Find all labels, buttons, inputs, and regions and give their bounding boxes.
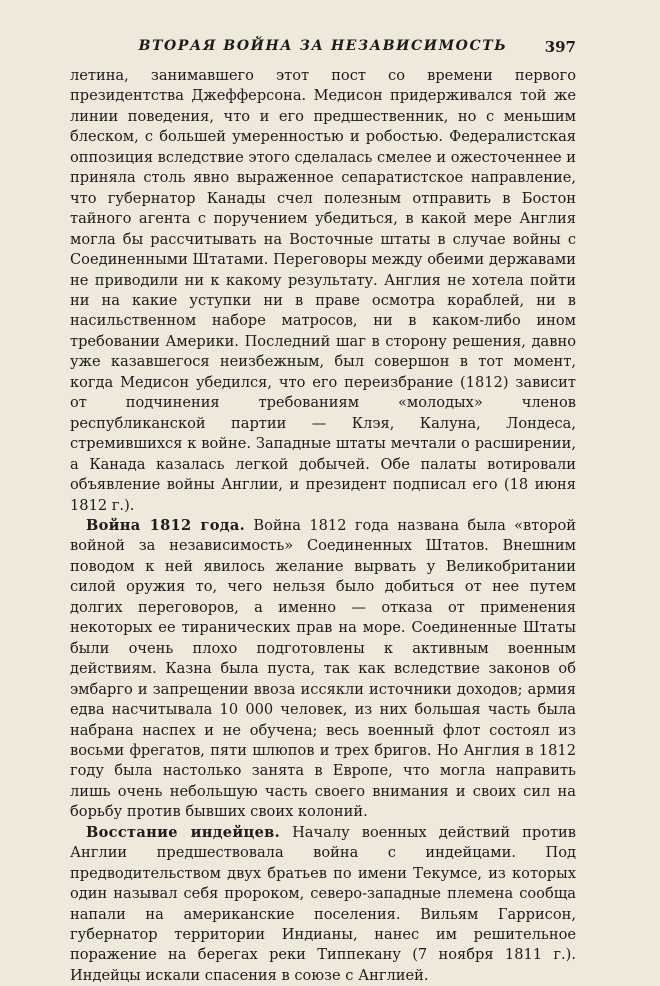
section-heading: Восстание индейцев.	[86, 823, 280, 841]
paragraph	[70, 823, 576, 986]
running-title: ВТОРАЯ ВОЙНА ЗА НЕЗАВИСИМОСТЬ	[138, 38, 508, 54]
paragraph-text: летина, занимавшего этот пост со времени первого президентства Джефферсона. Медисон придерживался той же линии поведения, что и его предшественник, но с меньшим блеском, с большей умеренностью и робостью. Федералистская оппозиция вследствие этого сделалась смелее и ожесточеннее и приняла столь явно выраженное сепаратистское направление, что губернатор Канады счел полезным отправить в Бостон тайного агента с поручением убедиться, в какой мере Англия могла бы рассчитывать на Восточные штаты в случае войны с Соединенными Штатами. Переговоры между обеими державами не приводили ни к какому результату. Англия не хотела пойти ни на какие уступки ни в праве осмотра кораблей, ни в насильственном наборе матросов, ни в каком-либо ином требовании Америки. Последний шаг в сторону решения, давно уже казавшегося неизбежным, был совершон в тот момент, когда Медисон убедился, что его переизбрание (1812) зависит от подчинения требованиям «молодых» членов республиканской партии — Клэя, Калуна, Лондеса, стремившихся к войне. Западные штаты мечтали о расширении, а Канада казалась легкой добычей. Обе палаты вотировали объявление войны Англии, и президент подписал его (18 июня 1812 г.).	[70, 67, 576, 514]
paragraph	[70, 516, 576, 823]
page-header	[70, 38, 576, 66]
paragraph	[70, 66, 576, 516]
page-number: 397	[544, 38, 576, 56]
paragraph-text: Война 1812 года названа была «второй войной за независимость» Соединенных Штатов. Внешним поводом к ней явилось желание вырвать у Великобритании силой оружия то, чего нельзя было добиться от нее путем долгих переговоров, а именно — отказа от применения некоторых ее тиранических прав на море. Соединенные Штаты были очень плохо подготовлены к активным военным действиям. Казна была пуста, так как вследствие законов об эмбарго и запрещении ввоза иссякли источники доходов; армия едва насчитывала 10 000 человек, из них большая часть была набрана наспех и не обучена; весь военный флот состоял из восьми фрегатов, пяти шлюпов и трех бригов. Но Англия в 1812 году была настолько занята в Европе, что могла направить лишь очень небольшую часть своего внимания и своих сил на борьбу против бывших своих колоний.	[70, 516, 576, 821]
section-heading: Война 1812 года.	[86, 516, 245, 534]
page-body	[70, 66, 576, 986]
paragraph-text: Началу военных действий против Англии предшествовала война с индейцами. Под предводительством двух братьев по имени Текумсе, из которых один называл себя пророком, северо-западные племена сообща напали на американские поселения. Вильям Гаррисон, губернатор территории Индианы, нанес им решительное поражение на берегах реки Типпекану (7 ноября 1811 г.). Индейцы искали спасения в союзе с Англией.	[70, 823, 576, 984]
book-page	[70, 38, 576, 986]
